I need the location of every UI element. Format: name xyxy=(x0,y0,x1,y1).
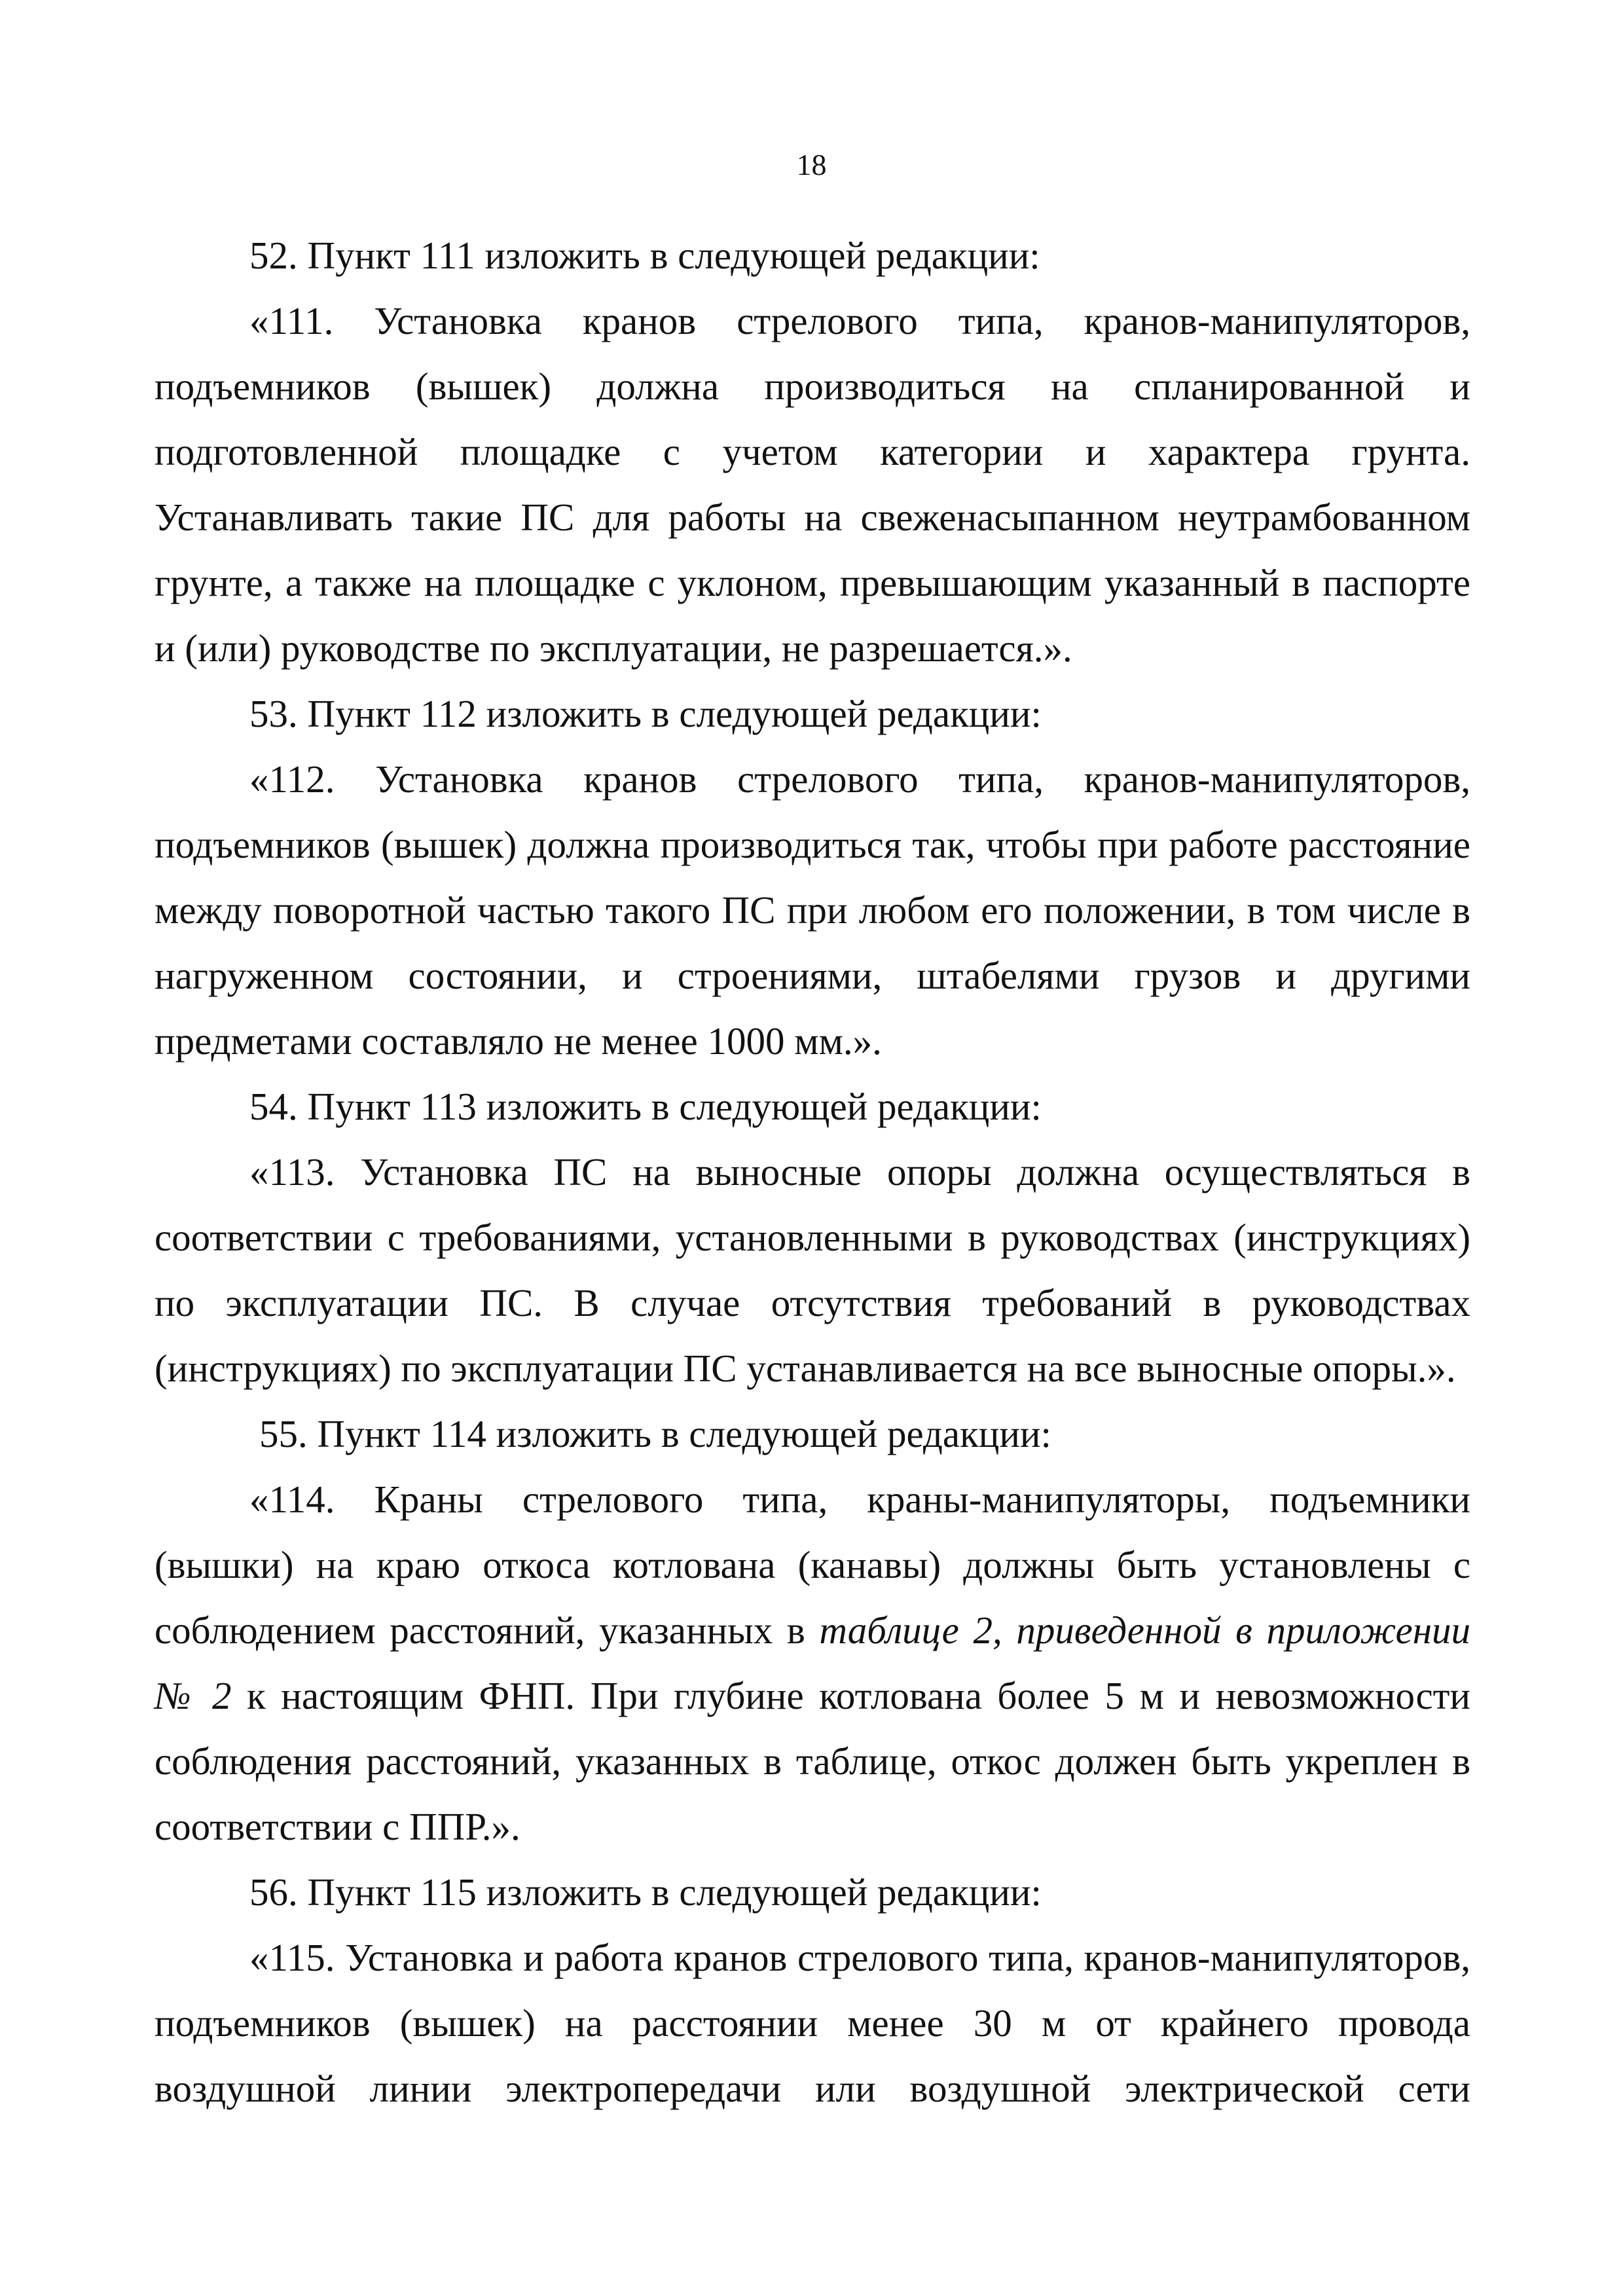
item-55-heading: 55. Пункт 114 изложить в следующей редакции: xyxy=(259,1412,1051,1455)
item-56-text: «115. Установка и работа кранов стрелового типа, кранов-манипуляторов, подъемников (вышек) на расстоянии менее 30 м от крайнего провода воздушной линии электропередачи или воздушной электрической сети xyxy=(155,1936,1470,2110)
item-53-heading: 53. Пункт 112 изложить в следующей редакции: xyxy=(249,692,1042,735)
item-54-heading: 54. Пункт 113 изложить в следующей редакции: xyxy=(249,1085,1042,1128)
item-54-text: «113. Установка ПС на выносные опоры должна осуществляться в соответствии с требованиями, установленными в руководствах (инструкциях) по эксплуатации ПС. В случае отсутствия требований в руководствах (инструкциях) по эксплуатации ПС устанавливается на все выносные опоры.». xyxy=(155,1150,1470,1390)
item-52-text: «111. Установка кранов стрелового типа, кранов-манипуляторов, подъемников (вышек) должна производиться на спланированной и подготовленной площадке с учетом категории и характера грунта. Устанавливать такие ПС для работы на свеженасыпанном неутрамбованном грунте, а также на площадке с уклоном, превышающим указанный в паспорте и (или) руководстве по эксплуатации, не разрешается.». xyxy=(155,299,1470,670)
item-55-text-start: «114. Краны стрелового типа, краны-манипуляторы, подъемники (вышки) на краю откоса котлована (канавы) должны быть установлены с соблюдением расстояний, указанных в xyxy=(155,1478,1470,1652)
item-53-text: «112. Установка кранов стрелового типа, кранов-манипуляторов, подъемников (вышек) должна производиться так, чтобы при работе расстояние между поворотной частью такого ПС при любом его положении, в том числе в нагруженном состоянии, и строениями, штабелями грузов и другими предметами составляло не менее 1000 мм.». xyxy=(155,757,1470,1063)
document-body xyxy=(155,223,1470,2121)
item-55-text-end: к настоящим ФНП. При глубине котлована более 5 м и невозможности соблюдения расстояний, указанных в таблице, откос должен быть укреплен в соответствии с ППР.». xyxy=(155,1674,1470,1848)
item-56-heading: 56. Пункт 115 изложить в следующей редакции: xyxy=(249,1870,1042,1914)
page-number: 18 xyxy=(796,148,827,181)
item-55-text xyxy=(155,1467,1470,1859)
item-52-heading: 52. Пункт 111 изложить в следующей редакции: xyxy=(249,234,1040,277)
item-55-text-italic-reference: таблице 2, приведенной в приложении № 2 xyxy=(155,1609,1470,1717)
